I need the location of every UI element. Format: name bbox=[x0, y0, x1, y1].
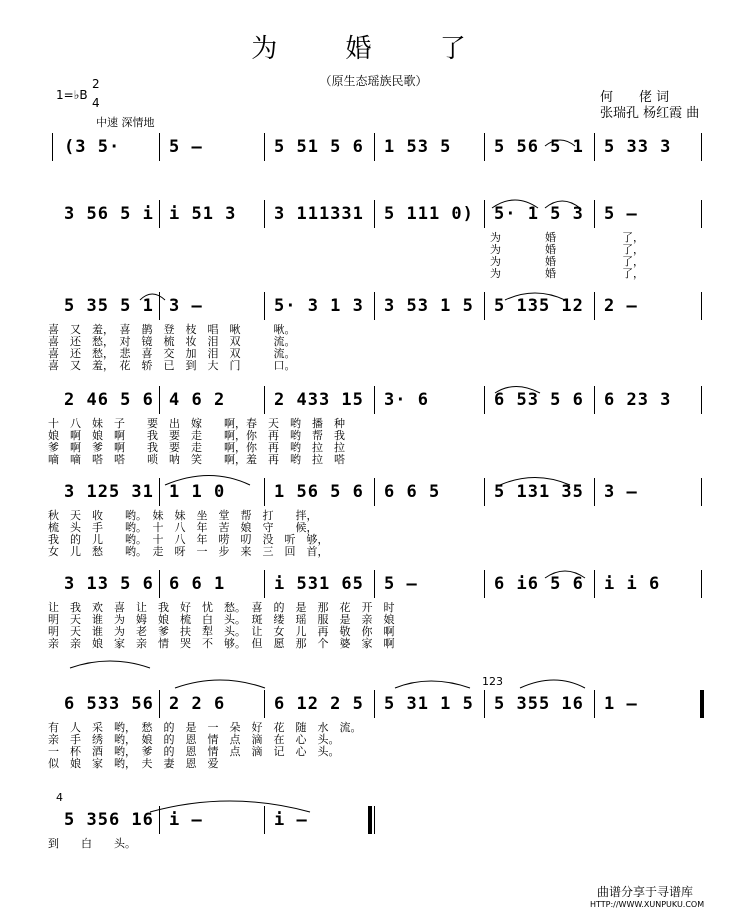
barline bbox=[264, 478, 265, 506]
tempo-marking: 中速 深情地 bbox=[96, 116, 155, 129]
measure-notes: 3 56 5 i bbox=[64, 204, 154, 224]
measure-notes: 2 – bbox=[604, 296, 638, 316]
barline bbox=[484, 386, 485, 414]
measure-notes: 5 356 16 bbox=[64, 810, 154, 830]
measure-notes: 6 23 3 bbox=[604, 390, 672, 410]
barline bbox=[264, 690, 265, 718]
measure-notes: 5 56 5 1 bbox=[494, 137, 584, 157]
measure-notes: 6 53 5 6 bbox=[494, 390, 584, 410]
barline bbox=[594, 478, 595, 506]
lyricist-credit: 何 佬 词 bbox=[600, 90, 670, 105]
key-signature: 1=♭B bbox=[56, 88, 88, 102]
measure-notes: 5 – bbox=[604, 204, 638, 224]
composer-credit: 张瑞孔 杨红霞 曲 bbox=[600, 106, 700, 121]
measure-notes: 5· 1 5 3 bbox=[494, 204, 584, 224]
measure-notes: 5 – bbox=[169, 137, 203, 157]
barline bbox=[594, 292, 595, 320]
song-title: 为 婚 了 bbox=[251, 34, 496, 64]
barline bbox=[264, 806, 265, 834]
time-signature-bottom: 4 bbox=[92, 96, 100, 110]
lyric-line: 一 杯 酒 哟， 爹 的 恩 情 点 滴 记 心 头。 bbox=[48, 745, 340, 758]
barline bbox=[374, 292, 375, 320]
lyric-line: 我 的 儿 哟。 十 八 年 唠 叨 没 听 够， bbox=[48, 533, 329, 546]
measure-notes: 6 6 1 bbox=[169, 574, 226, 594]
lyric-line: 喜 又 羞， 花 轿 已 到 大 门 口。 bbox=[48, 359, 296, 372]
barline bbox=[264, 570, 265, 598]
score-row bbox=[0, 133, 747, 193]
barline bbox=[701, 570, 702, 598]
lyric-line: 嘀 嘀 嗒 嗒 唢 呐 笑 啊，羞 再 哟 拉 嗒 bbox=[48, 453, 345, 466]
time-signature-top: 2 bbox=[92, 77, 100, 91]
measure-notes: 6 i6 5 6 bbox=[494, 574, 584, 594]
lyric-line: 十 八 妹 子 要 出 嫁 啊，春 天 哟 播 种 bbox=[48, 417, 345, 430]
barline bbox=[52, 133, 53, 161]
barline bbox=[484, 570, 485, 598]
volta-label: 4 bbox=[56, 791, 63, 804]
measure-notes: 5 – bbox=[384, 574, 418, 594]
lyric-line: 喜 还 愁， 悲 喜 交 加 泪 双 流。 bbox=[48, 347, 296, 360]
barline bbox=[264, 200, 265, 228]
measure-notes: 5 131 35 bbox=[494, 482, 584, 502]
barline bbox=[374, 478, 375, 506]
lyric-line: 亲 亲 娘 家 亲 情 哭 不 够。 但 愿 那 个 婆 家 啊 bbox=[48, 637, 395, 650]
lyric-line: 秋 天 收 哟。 妹 妹 坐 堂 帮 打 拌， bbox=[48, 509, 318, 522]
barline bbox=[484, 478, 485, 506]
barline bbox=[484, 292, 485, 320]
song-subtitle: （原生态瑶族民歌） bbox=[319, 74, 428, 88]
barline bbox=[374, 200, 375, 228]
measure-notes: 3 111331 bbox=[274, 204, 364, 224]
measure-notes: 6 533 56 bbox=[64, 694, 154, 714]
measure-notes: 1 53 5 bbox=[384, 137, 452, 157]
barline bbox=[374, 386, 375, 414]
measure-notes: 3· 6 bbox=[384, 390, 429, 410]
lyric-line: 喜 还 愁， 对 镜 梳 妆 泪 双 流。 bbox=[48, 335, 296, 348]
barline bbox=[159, 386, 160, 414]
barline bbox=[701, 133, 702, 161]
score-row bbox=[0, 675, 747, 770]
measure-notes: 5· 3 1 3 bbox=[274, 296, 364, 316]
barline bbox=[374, 570, 375, 598]
barline bbox=[159, 200, 160, 228]
lyric-line: 为 婚 了， bbox=[490, 243, 644, 256]
score-row bbox=[0, 478, 747, 558]
lyric-line: 明 天 谁 为 老 爹 扶 犁 头。 让 女 儿 再 敬 你 啊 bbox=[48, 625, 395, 638]
score-row bbox=[0, 386, 747, 466]
lyric-line: 为 婚 了， bbox=[490, 231, 644, 244]
barline bbox=[264, 386, 265, 414]
score-row bbox=[0, 791, 747, 866]
measure-notes: i i 6 bbox=[604, 574, 661, 594]
lyric-line: 到 白 头。 bbox=[48, 837, 136, 850]
measure-notes: 4 6 2 bbox=[169, 390, 226, 410]
barline bbox=[484, 133, 485, 161]
barline bbox=[374, 133, 375, 161]
measure-notes: 3 125 31 bbox=[64, 482, 154, 502]
lyric-line: 梳 头 手 哟。 十 八 年 苦 娘 守 候， bbox=[48, 521, 318, 534]
barline bbox=[159, 292, 160, 320]
measure-notes: 5 35 5 1 bbox=[64, 296, 154, 316]
measure-notes: 5 355 16 bbox=[494, 694, 584, 714]
measure-notes: 6 12 2 5 bbox=[274, 694, 364, 714]
barline bbox=[264, 133, 265, 161]
barline bbox=[159, 806, 160, 834]
measure-notes: i – bbox=[169, 810, 203, 830]
measure-notes: 1 – bbox=[604, 694, 638, 714]
lyric-line: 让 我 欢 喜 让 我 好 忧 愁。 喜 的 是 那 花 开 时 bbox=[48, 601, 395, 614]
lyric-line: 有 人 采 哟， 愁 的 是 一 朵 好 花 随 水 流。 bbox=[48, 721, 362, 734]
barline bbox=[594, 133, 595, 161]
measure-notes: 1 56 5 6 bbox=[274, 482, 364, 502]
barline bbox=[159, 133, 160, 161]
barline bbox=[701, 386, 702, 414]
measure-notes: 2 433 15 bbox=[274, 390, 364, 410]
measure-notes: 5 135 12 bbox=[494, 296, 584, 316]
source-label: 曲谱分享于寻谱库 bbox=[597, 885, 694, 899]
measure-notes: 5 31 1 5 bbox=[384, 694, 474, 714]
barline bbox=[594, 570, 595, 598]
barline bbox=[264, 292, 265, 320]
lyric-line: 爹 啊 爹 啊 我 要 走 啊，你 再 哟 拉 拉 bbox=[48, 441, 345, 454]
final-bar bbox=[368, 806, 372, 834]
lyric-line: 明 天 谁 为 姆 娘 梳 白 头。 斑 缕 瑶 服 是 亲 娘 bbox=[48, 613, 395, 626]
barline bbox=[701, 292, 702, 320]
barline bbox=[159, 570, 160, 598]
barline bbox=[374, 806, 375, 834]
measure-notes: i 531 65 bbox=[274, 574, 364, 594]
source-url: HTTP://WWW.XUNPUKU.COM bbox=[590, 900, 705, 909]
barline bbox=[701, 478, 702, 506]
measure-notes: 5 51 5 6 bbox=[274, 137, 364, 157]
measure-notes: i – bbox=[274, 810, 308, 830]
score-row bbox=[0, 292, 747, 372]
lyric-line: 为 婚 了， bbox=[490, 267, 644, 280]
barline bbox=[701, 200, 702, 228]
measure-notes: 1 1 0 bbox=[169, 482, 226, 502]
measure-notes: 2 46 5 6 bbox=[64, 390, 154, 410]
measure-notes: 5 33 3 bbox=[604, 137, 672, 157]
barline bbox=[594, 200, 595, 228]
lyric-line: 娘 啊 娘 啊 我 要 走 啊，你 再 哟 帮 我 bbox=[48, 429, 345, 442]
measure-notes: 2 2 6 bbox=[169, 694, 226, 714]
volta-label: 123 bbox=[482, 675, 503, 688]
measure-notes: 3 – bbox=[169, 296, 203, 316]
measure-notes: 5 111 0) bbox=[384, 204, 474, 224]
measure-notes: 3 – bbox=[604, 482, 638, 502]
lyric-line: 为 婚 了， bbox=[490, 255, 644, 268]
barline bbox=[594, 690, 595, 718]
measure-notes: 6 6 5 bbox=[384, 482, 441, 502]
barline bbox=[484, 690, 485, 718]
lyric-line: 亲 手 绣 哟， 娘 的 恩 情 点 滴 在 心 头。 bbox=[48, 733, 340, 746]
barline bbox=[159, 690, 160, 718]
lyric-line: 女 儿 愁 哟。 走 呀 一 步 来 三 回 首， bbox=[48, 545, 329, 558]
barline bbox=[594, 386, 595, 414]
barline bbox=[484, 200, 485, 228]
score-row bbox=[0, 200, 747, 280]
measure-notes: i 51 3 bbox=[169, 204, 237, 224]
barline bbox=[159, 478, 160, 506]
lyric-line: 喜 又 羞， 喜 鹊 登 枝 唱 啾 啾。 bbox=[48, 323, 296, 336]
score-row bbox=[0, 570, 747, 650]
repeat-end-bar bbox=[700, 690, 704, 718]
measure-notes: (3 5· bbox=[64, 137, 121, 157]
lyric-line: 似 娘 家 哟， 夫 妻 恩 爱 bbox=[48, 757, 351, 770]
measure-notes: 3 13 5 6 bbox=[64, 574, 154, 594]
measure-notes: 3 53 1 5 bbox=[384, 296, 474, 316]
barline bbox=[374, 690, 375, 718]
